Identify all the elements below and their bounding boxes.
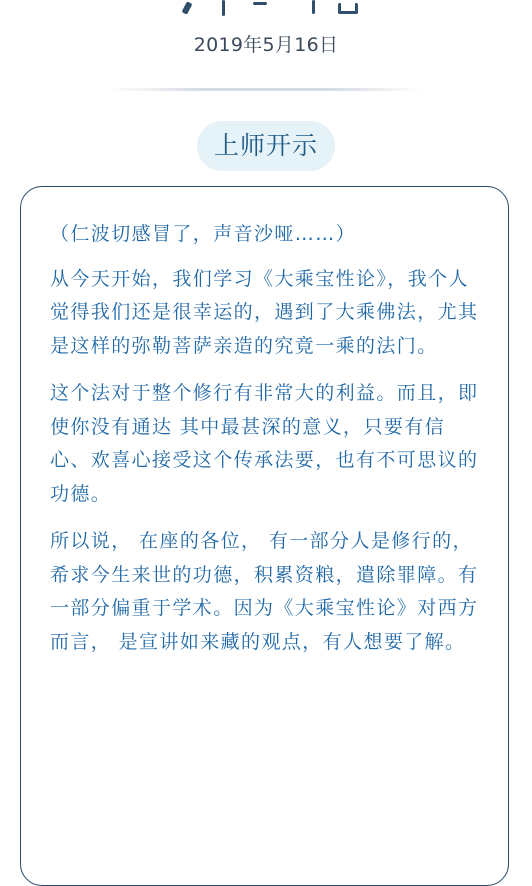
paragraph: 这个法对于整个修行有非常大的利益。而且，即使你没有通达 其中最甚深的意义，只要有信心、欢喜心接受这个传承法要，也有不可思议的功德。 <box>50 382 479 505</box>
title-stroke <box>222 0 225 16</box>
header-divider <box>108 88 424 91</box>
paragraph: 所以说， 在座的各位， 有一部分人是修行的，希求今生来世的功德，积累资粮，遣除罪障。有一部分偏重于学术。因为《大乘宝性论》对西方而言， 是宣讲如来藏的观点，有人想要了解。 <box>50 530 479 653</box>
teaching-text <box>50 218 482 673</box>
title-stroke <box>312 0 315 14</box>
paragraph: （仁波切感冒了，声音沙哑……） <box>50 223 357 245</box>
title-stroke <box>338 3 358 14</box>
section-title-badge: 上师开示 <box>197 121 335 171</box>
title-stroke <box>253 2 267 5</box>
title-stroke <box>182 1 193 14</box>
cropped-title-fragment <box>0 0 532 22</box>
paragraph: 从今天开始，我们学习《大乘宝性论》，我个人觉得我们还是很幸运的，遇到了大乘佛法，尤其是这样的弥勒菩萨亲造的究竟一乘的法门。 <box>50 267 479 357</box>
article-date: 2019年5月16日 <box>193 34 339 56</box>
